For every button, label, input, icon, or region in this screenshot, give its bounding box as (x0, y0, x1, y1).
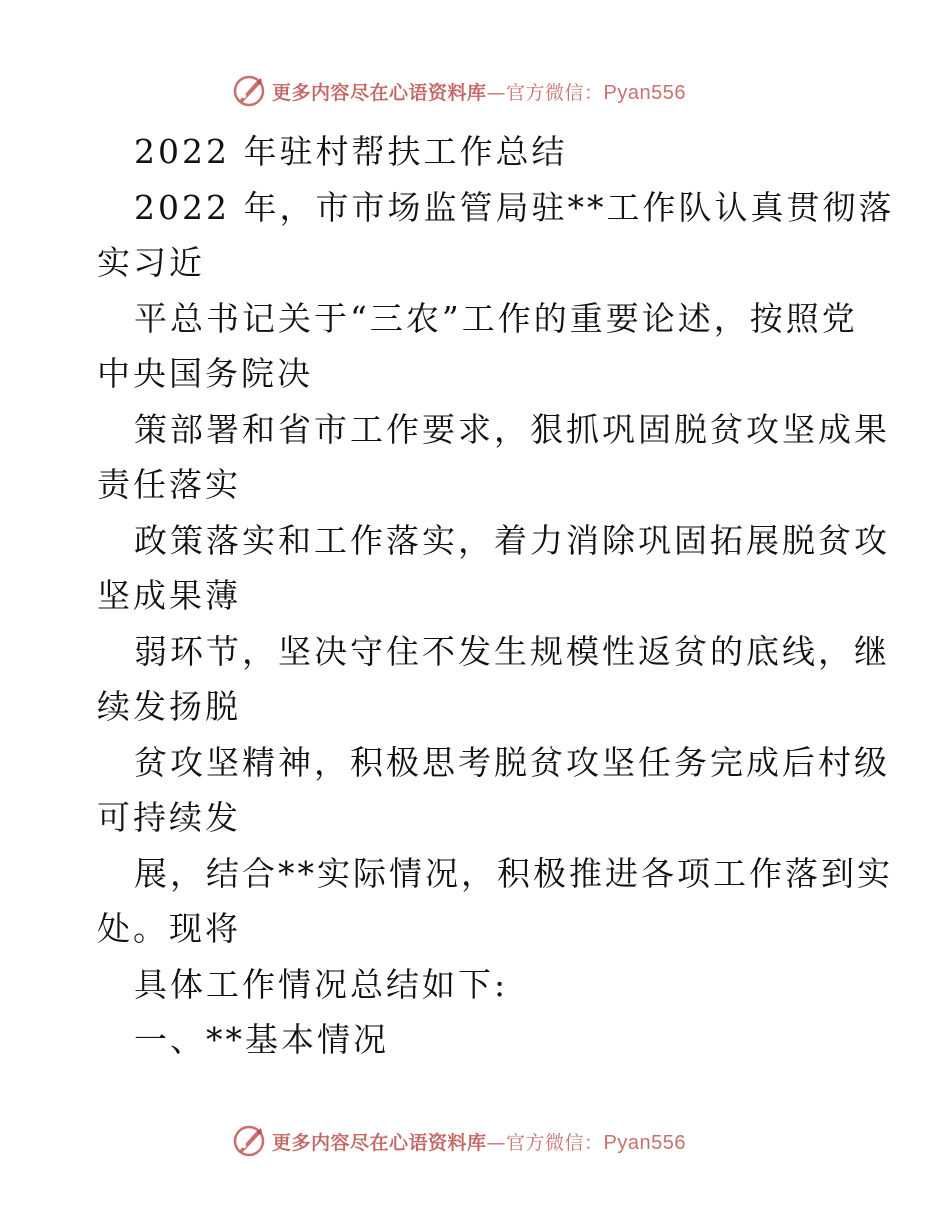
text-line: 展，结合**实际情况，积极推进各项工作落到实 (134, 853, 893, 893)
text-line: 坚成果薄 (97, 576, 241, 615)
quill-pen-logo-icon (232, 1124, 266, 1158)
text-line: 可持续发 (97, 798, 241, 837)
text-line: 弱环节，坚决守住不发生规模性返贫的底线，继 (134, 631, 890, 671)
watermark-middle: 官方微信： (506, 1131, 604, 1154)
text-line: 一、**基本情况 (134, 1020, 389, 1059)
quill-pen-logo-icon (232, 74, 266, 108)
document-body (97, 124, 895, 1068)
watermark-middle: 官方微信： (506, 81, 604, 104)
watermark-separator: — (486, 81, 507, 104)
watermark-separator: — (486, 1131, 507, 1154)
watermark-wechat-id: Pyan556 (603, 81, 686, 104)
watermark-prefix: 更多内容尽在心语资料库 (272, 81, 487, 104)
watermark-wechat-id: Pyan556 (603, 1131, 686, 1154)
watermark-text (272, 78, 686, 105)
text-line: 中央国务院决 (97, 354, 313, 393)
text-line: 2022 年，市市场监管局驻**工作队认真贯彻落 (134, 187, 895, 227)
text-line: 具体工作情况总结如下: (134, 964, 509, 1004)
text-line: 政策落实和工作落实，着力消除巩固拓展脱贫攻 (134, 520, 890, 560)
text-line: 策部署和省市工作要求，狠抓巩固脱贫攻坚成果 (134, 409, 890, 449)
text-line: 实习近 (97, 243, 205, 282)
text-line: 续发扬脱 (97, 687, 241, 726)
watermark-header (232, 71, 686, 111)
text-line: 2022 年驻村帮扶工作总结 (134, 132, 568, 171)
watermark-text (272, 1128, 686, 1155)
text-line: 处。现将 (97, 909, 241, 948)
text-line: 平总书记关于“三农”工作的重要论述，按照党 (134, 298, 858, 338)
watermark-footer (232, 1121, 686, 1161)
text-line: 责任落实 (97, 465, 241, 504)
watermark-prefix: 更多内容尽在心语资料库 (272, 1131, 487, 1154)
text-line: 贫攻坚精神，积极思考脱贫攻坚任务完成后村级 (134, 742, 890, 782)
